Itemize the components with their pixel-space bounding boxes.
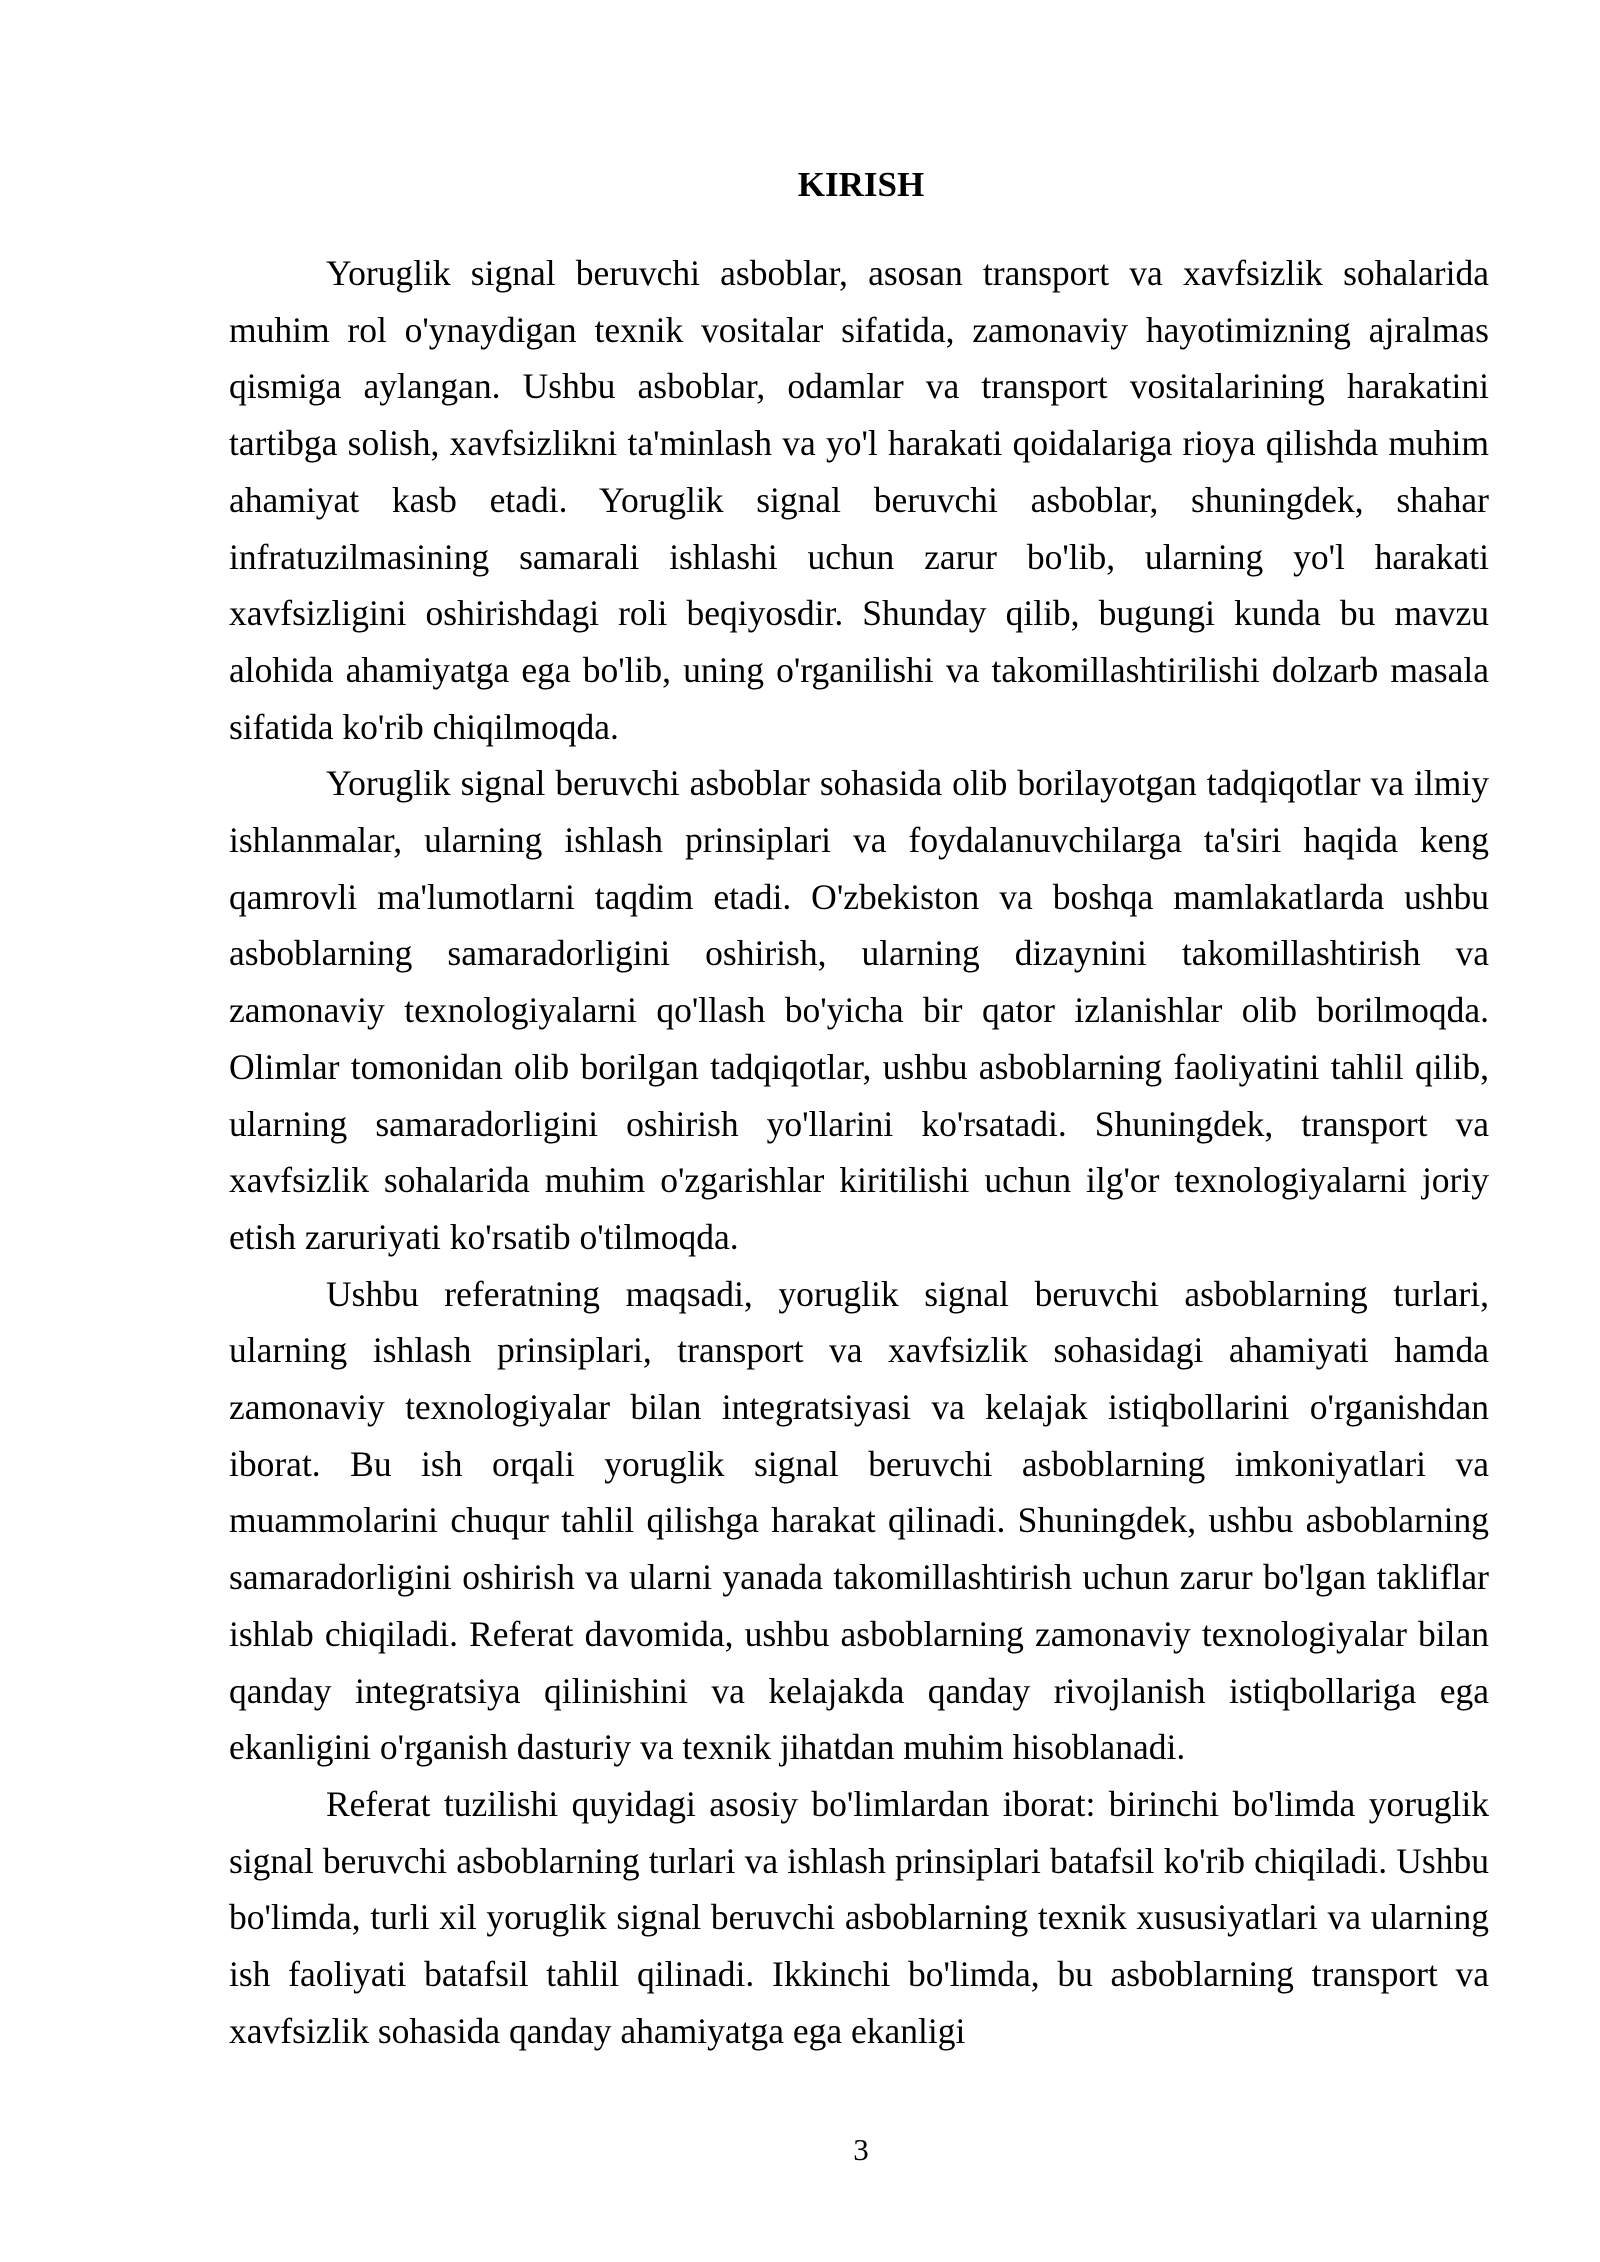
paragraph-intro: Yoruglik signal beruvchi asboblar, asosan transport va xavfsizlik sohalarida muhim rol o'ynaydigan texnik vositalar sifatida, zamonaviy hayotimizning ajralmas qismiga aylangan. Ushbu asboblar, odamlar va transport vositalarining harakatini tartibga solish, xavfsizlikni ta'minlash va yo'l harakati qoidalariga rioya qilishda muhim ahamiyat kasb etadi. Yoruglik signal beruvchi asboblar, shuningdek, shahar infratuzilmasining samarali ishlashi uchun zarur bo'lib, ularning yo'l harakati xavfsizligini oshirishdagi roli beqiyosdir. Shunday qilib, bugungi kunda bu mavzu alohida ahamiyatga ega bo'lib, uning o'rganilishi va takomillashtirilishi dolzarb masala sifatida ko'rib chiqilmoqda. — [229, 253, 1489, 747]
paragraph-research: Yoruglik signal beruvchi asboblar sohasida olib borilayotgan tadqiqotlar va ilmiy ishlanmalar, ularning ishlash prinsiplari va foydalanuvchilarga ta'siri haqida keng qamrovli ma'lumotlarni taqdim etadi. O'zbekiston va boshqa mamlakatlarda ushbu asboblarning samaradorligini oshirish, ularning dizaynini takomillashtirish va zamonaviy texnologiyalarni qo'llash bo'yicha bir qator izlanishlar olib borilmoqda. Olimlar tomonidan olib borilgan tadqiqotlar, ushbu asboblarning faoliyatini tahlil qilib, ularning samaradorligini oshirish yo'llarini ko'rsatadi. Shuningdek, transport va xavfsizlik sohalarida muhim o'zgarishlar kiritilishi uchun ilg'or texnologiyalarni joriy etish zaruriyati ko'rsatib o'tilmoqda. — [229, 763, 1489, 1257]
page-title: KIRISH — [797, 165, 925, 204]
document-body — [229, 245, 1489, 2060]
page-number: 3 — [853, 2132, 869, 2167]
paragraph-purpose: Ushbu referatning maqsadi, yoruglik signal beruvchi asboblarning turlari, ularning ishlash prinsiplari, transport va xavfsizlik sohasidagi ahamiyati hamda zamonaviy texnologiyalar bilan integratsiyasi va kelajak istiqbollarini o'rganishdan iborat. Bu ish orqali yoruglik signal beruvchi asboblarning imkoniyatlari va muammolarini chuqur tahlil qilishga harakat qilinadi. Shuningdek, ushbu asboblarning samaradorligini oshirish va ularni yanada takomillashtirish uchun zarur bo'lgan takliflar ishlab chiqiladi. Referat davomida, ushbu asboblarning zamonaviy texnologiyalar bilan qanday integratsiya qilinishini va kelajakda qanday rivojlanish istiqbollariga ega ekanligini o'rganish dasturiy va texnik jihatdan muhim hisoblanadi. — [229, 1273, 1489, 1768]
paragraph-structure: Referat tuzilishi quyidagi asosiy bo'limlardan iborat: birinchi bo'limda yoruglik signal beruvchi asboblarning turlari va ishlash prinsiplari batafsil ko'rib chiqiladi. Ushbu bo'limda, turli xil yoruglik signal beruvchi asboblarning texnik xususiyatlari va ularning ish faoliyati batafsil tahlil qilinadi. Ikkinchi bo'limda, bu asboblarning transport va xavfsizlik sohasida qanday ahamiyatga ega ekanligi — [229, 1783, 1489, 2051]
